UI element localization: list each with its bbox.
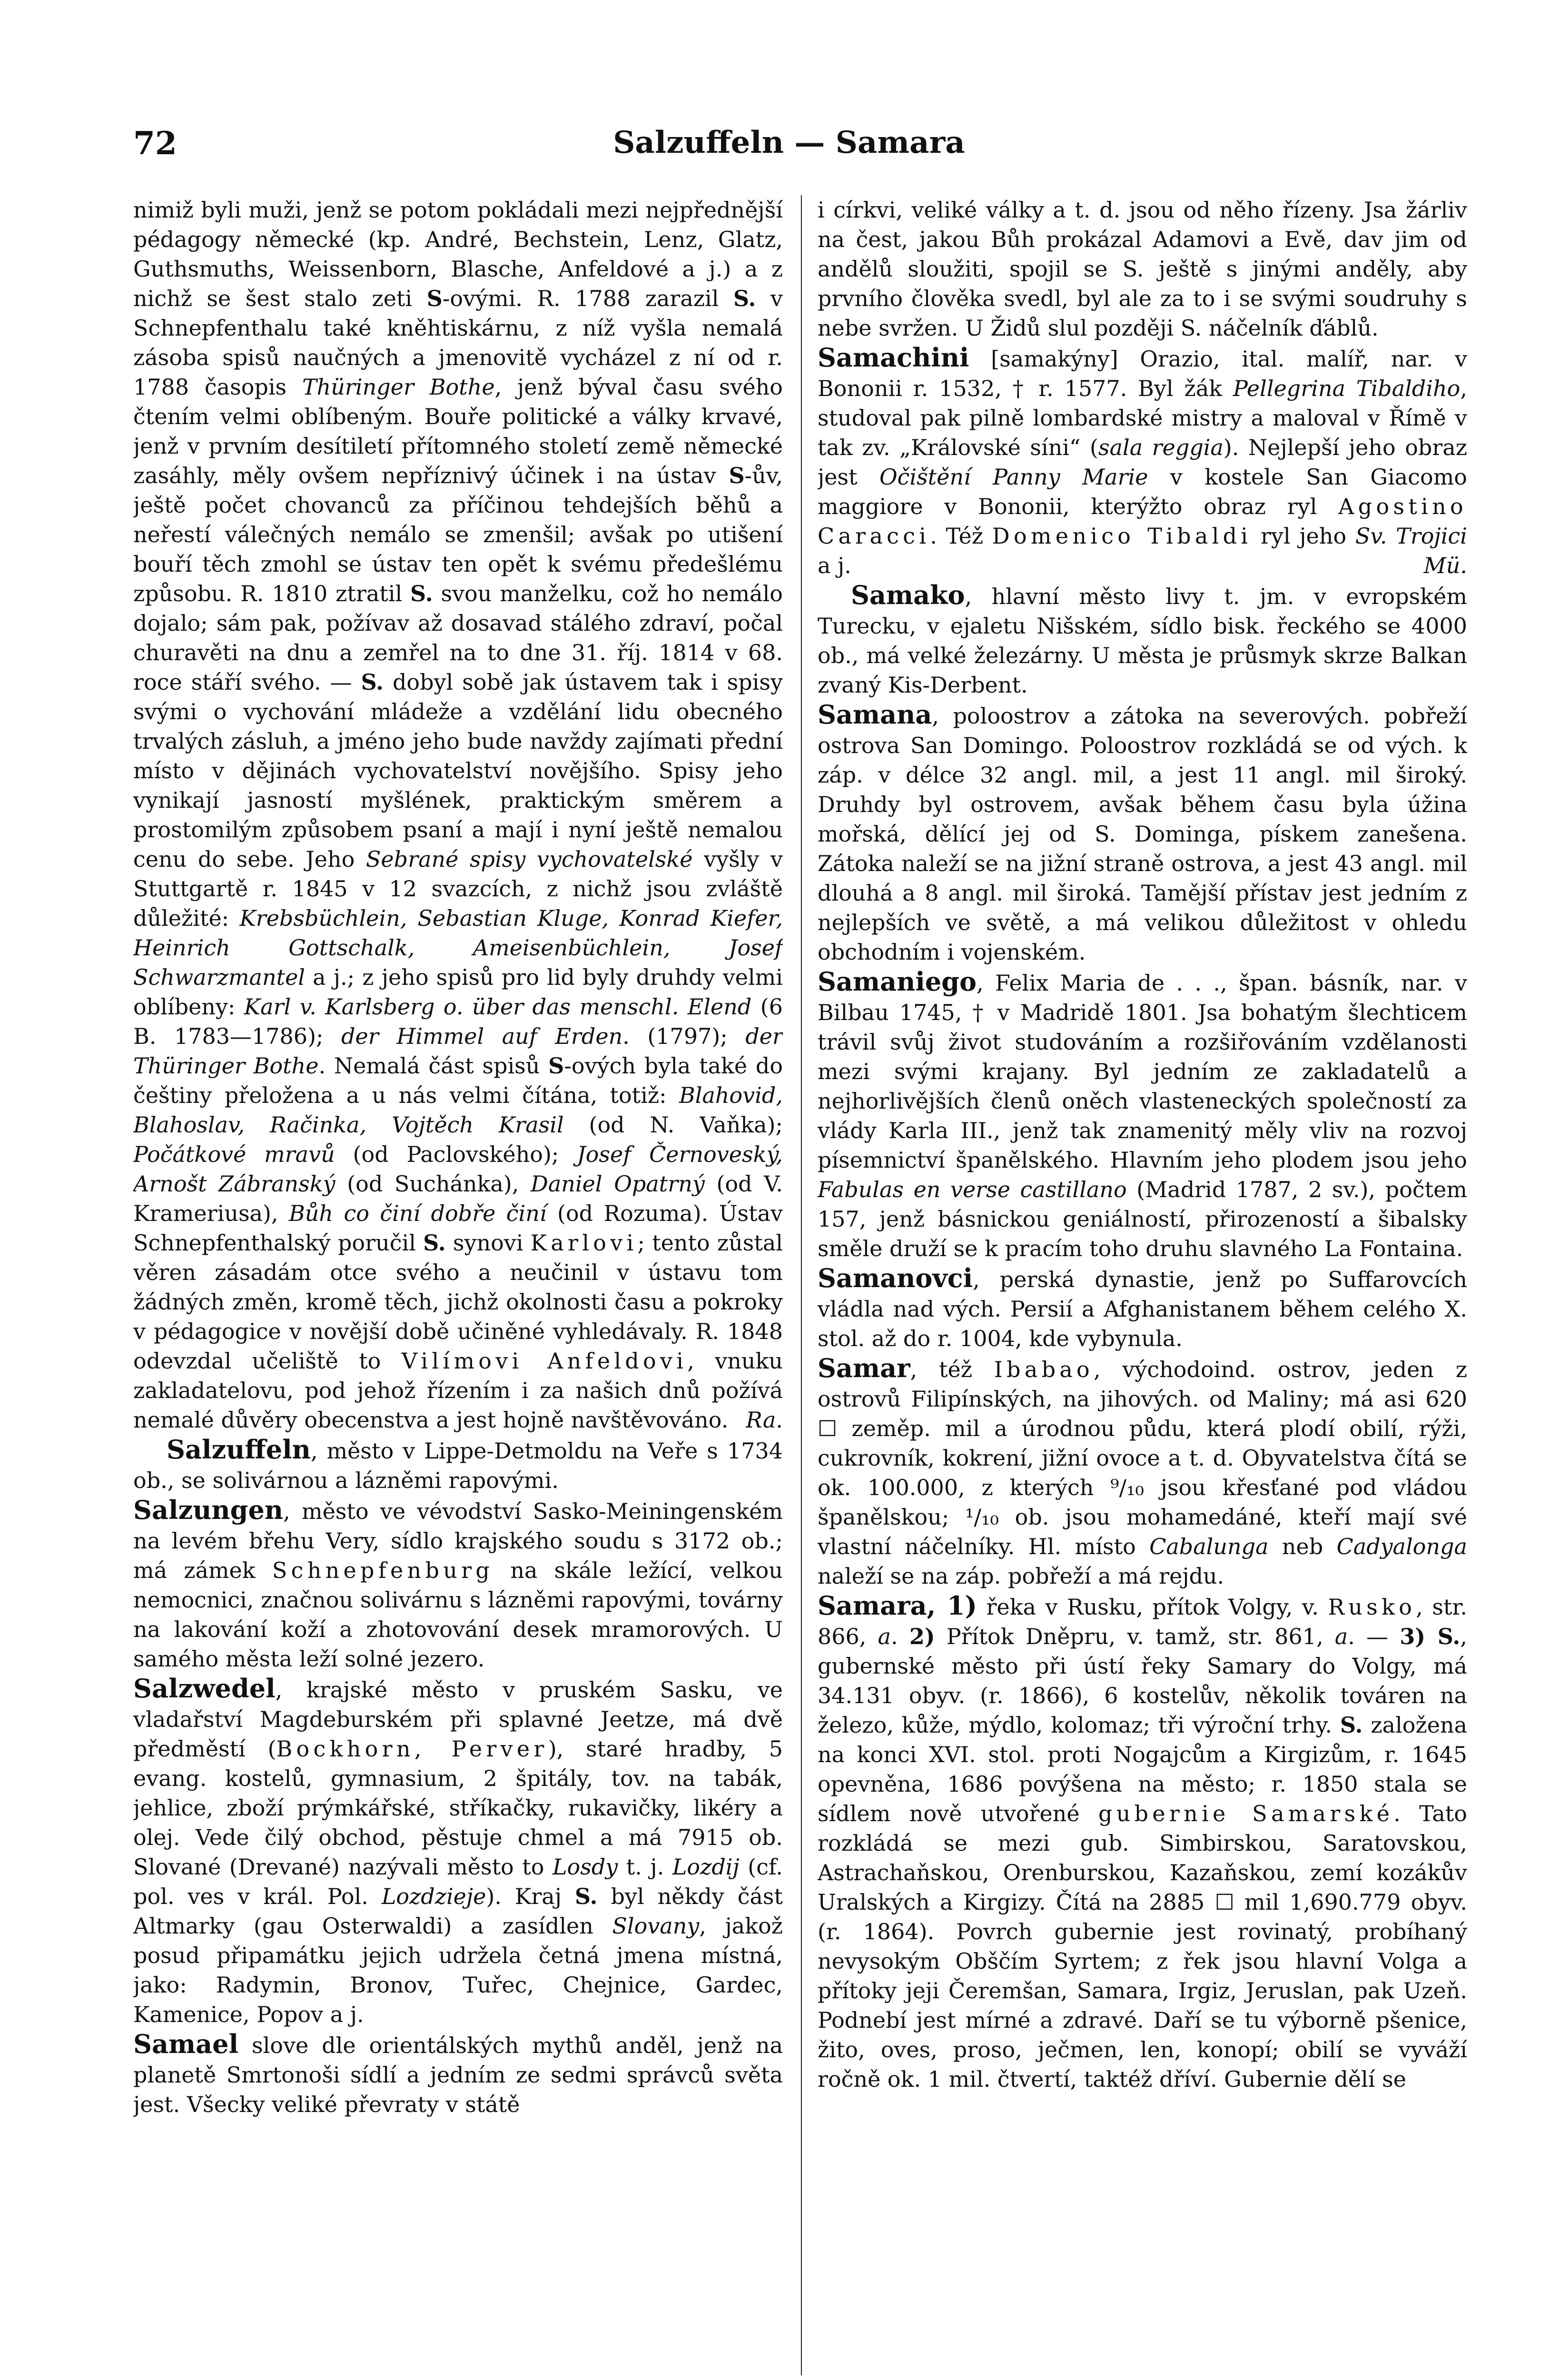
entry-samar: Samar, též Ibabao, východoind. ostrov, jeden z ostrovů Filipínských, na jihových. od Maliny; má asi 620 ☐ zeměp. mil a úrodnou půdu, která plodí obilí, rýži, cukrovník, kokrení, jižní ovoce a t. d. Obyvatelstva čítá se ok. 100.000, z kterých ⁹/₁₀ jsou křesťané pod vládou španělskou; ¹/₁₀ ob. jsou mohamedáné, kteří mají své vlastní náčelníky. Hl. místo Cabalunga neb Cadyalonga naleží se na záp. pobřeží a má rejdu. <box>818 1353 1467 1589</box>
entry-samaniego: Samaniego, Felix Maria de . . ., špan. básník, nar. v Bilbau 1745, † v Madridě 1801. Jsa bohatým šlechticem trávil svůj život studováním a rozšiřováním vzdělanosti mezi svými krajany. Byl jedním ze zakladatelů a nejhorlivějších členů oněch vlasteneckých společností za vlády Karla III., jenž tak znamenitý měly vliv na rozvoj písemnictví španělského. Hlavním jeho plodem jsou jeho Fabulas en verse castillano (Madrid 1787, 2 sv.), počtem 157, jenž básnickou geniálností, přirozeností a šibalsky směle druží se k pracím toho druhu slavného La Fontaina. <box>818 966 1467 1261</box>
page-header <box>133 125 1445 168</box>
paragraph-continuation: nimiž byli muži, jenž se potom pokládali mezi nejpřednější pédagogy německé (kp. André, Bechstein, Lenz, Glatz, Guthsmuths, Weissenborn, Blasche, Anfeldové a j.) a z nichž se šest stalo zeti S-ovými. R. 1788 zarazil S. v Schnepfenthalu také kněhtiskárnu, z níž vyšla nemalá zásoba spisů naučných a jmenovitě vycházel z ní od r. 1788 časopis Thüringer Bothe, jenž býval času svého čtením velmi oblíbeným. Bouře politické a války krvavé, jenž v prvním desítiletí přítomného století země německé zasáhly, měly ovšem nepříznivý účinek i na ústav S-ův, ještě počet chovanců za příčinou tehdejších běhů a neřestí válečných nemálo se zmenšil; avšak po utišení bouří těch zmohl se ústav ten opět k svému předešlému způsobu. R. 1810 ztratil S. svou manželku, což ho nemálo dojalo; sám pak, požívav až dosavad stálého zdraví, počal churavěti na dnu a zemřel na to dne 31. říj. 1814 v 68. roce stáří svého. — S. dobyl sobě jak ústavem tak i spisy svými o vychování mládeže a vzdělání lidu obecného trvalých zásluh, a jméno jeho bude navždy zajímati přední místo v dějinách vychovatelství novějšího. Spisy jeho vynikají jasností myšlének, praktickým směrem a prostomilým způsobem psaní a mají i nyní ještě nemalou cenu do sebe. Jeho Sebrané spisy vychovatelské vyšly v Stuttgartě r. 1845 v 12 svazcích, z nichž jsou zvláště důležité: Krebsbüchlein, Sebastian Kluge, Konrad Kiefer, Heinrich Gottschalk, Ameisenbüchlein, Josef Schwarzmantel a j.; z jeho spisů pro lid byly druhdy velmi oblíbeny: Karl v. Karlsberg o. über das menschl. Elend (6 B. 1783—1786); der Himmel auf Erden. (1797); der Thüringer Bothe. Nemalá část spisů S-ových byla také do češtiny přeložena a u nás velmi čítána, totiž: Blahovid, Blahoslav, Račinka, Vojtěch Krasil (od N. Vaňka); Počátkové mravů (od Paclovského); Josef Černoveský, Arnošt Zábranský (od Suchánka), Daniel Opatrný (od V. Krameriusa), Bůh co činí dobře činí (od Rozuma). Ústav Schnepfenthalský poručil S. synovi Karlovi; tento zůstal věren zásadám otce svého a neučinil v ústavu tom žádných změn, kromě těch, jichž okolnosti času a pokroky v pédagogice v novější době učiněné vyhledávaly. R. 1848 odevzdal učeliště to Vilímovi Anfeldovi, vnuku zakladatelovu, pod jehož řízením i za našich dnů požívá nemalé důvěry obecenstva a jest hojně navštěvováno. Ra. <box>133 195 783 1435</box>
page-number: 72 <box>133 125 177 162</box>
headword: Samael <box>133 2029 238 2059</box>
entry-salzuffeln: Salzuffeln, město v Lippe-Detmoldu na Veře s 1734 ob., se solivárnou a lázněmi rapovými. <box>133 1434 783 1493</box>
headword: Samar <box>818 1353 910 1383</box>
entry-samael-continuation: i církvi, veliké války a t. d. jsou od něho řízeny. Jsa žárliv na čest, jakou Bůh prokázal Adamovi a Evě, dav jim od andělů sloužiti, spojil se S. ještě s jinými anděly, aby prvního člověka svedl, byl ale za to i se svými soudruhy s nebe svržen. U Židů slul později S. náčelník ďáblů. <box>818 197 1467 341</box>
headword: Salzuffeln <box>167 1434 311 1465</box>
headword: Samaniego <box>818 966 977 997</box>
headword: Samako <box>851 580 965 610</box>
headword: Samanovci <box>818 1263 973 1293</box>
headword: Salzungen <box>133 1495 284 1525</box>
entry-samachini: Samachini [samakýny] Orazio, ital. malíř, nar. v Bononii r. 1532, † r. 1577. Byl žák Pellegrina Tibaldiho, studoval pak pilně lombardské mistry a maloval v Římě v tak zv. „Královské síni“ (sala reggia). Nejlepší jeho obraz jest Očištění Panny Marie v kostele San Giacomo maggiore v Bononii, kterýžto obraz ryl Agostino Caracci. Též Domenico Tibaldi ryl jeho Sv. Trojici a j. Mü. <box>818 343 1467 580</box>
entry-salzwedel: Salzwedel, krajské město v pruském Sasku, ve vladařství Magdeburském při splavné Jeetze, má dvě předměstí (Bockhorn, Perver), staré hradby, 5 evang. kostelů, gymnasium, 2 špitály, tov. na tabák, jehlice, zboží prýmkářské, stříkačky, rukavičky, likéry a olej. Vede čilý obchod, pěstuje chmel a má 7915 ob. Slované (Drevané) nazývali město to Losdy t. j. Lozdij (cf. pol. ves v král. Pol. Lozdzieje). Kraj S. byl někdy část Altmarky (gau Osterwaldi) a zasídlen Slovany, jakož posud připamátku jejich udržela četná jmena místná, jako: Radymin, Bronov, Tuřec, Chejnice, Gardec, Kamenice, Popov a j. <box>133 1673 783 2027</box>
left-column <box>133 195 783 2380</box>
headword: Samara, 1) <box>818 1590 977 1621</box>
entry-samako: Samako, hlavní město livy t. jm. v evropském Turecku, v ejaletu Nišském, sídlo bisk. řeckého se 4000 ob., má velké železárny. U města je průsmyk skrze Balkan zvaný Kis-Derbent. <box>818 580 1467 698</box>
column-divider <box>801 195 802 2375</box>
entry-salzungen: Salzungen, město ve vévodství Sasko-Meiningenském na levém břehu Very, sídlo krajského soudu s 3172 ob.; má zámek Schnepfenburg na skále ležící, velkou nemocnici, značnou solivárnu s lázněmi rapovými, továrny na lakování koží a zhotovování desek mramorových. U samého města leží solné jezero. <box>133 1495 783 1672</box>
entry-samanovci: Samanovci, perská dynastie, jenž po Suffarovcích vládla nad vých. Persií a Afghanistanem během celého X. stol. až do r. 1004, kde vybynula. <box>818 1263 1467 1351</box>
author-signature: Ra. <box>746 1407 783 1433</box>
headword: Samana <box>818 699 932 730</box>
entry-samana: Samana, poloostrov a zátoka na severových. pobřeží ostrova San Domingo. Poloostrov rozkládá se od vých. k záp. v délce 32 angl. mil, a jest 11 angl. mil široký. Druhdy byl ostrovem, avšak během času byla úžina mořská, dělící jej od S. Dominga, pískem zanešena. Zátoka naleží se na jižní straně ostrova, a jest 43 angl. mil dlouhá a 8 angl. mil široká. Tamější přístav jest jedním z nejlepších ve světě, a má velikou důležitost v ohledu obchodním i vojenském. <box>818 699 1467 965</box>
running-title: Salzuffeln — Samara <box>613 125 965 160</box>
headword: Samachini <box>818 342 969 373</box>
right-column <box>818 195 1467 2380</box>
headword: Salzwedel <box>133 1673 276 1704</box>
entry-samara: Samara, 1) řeka v Rusku, přítok Volgy, v. Rusko, str. 866, a. 2) Přítok Dněpru, v. tamž, str. 861, a. — 3) S., gubernské město při ústí řeky Samary do Volgy, má 34.131 obyv. (r. 1866), 6 kostelův, několik továren na železo, kůže, mýdlo, kolomaz; tři výroční trhy. S. založena na konci XVI. stol. proti Nogajcům a Kirgizům, r. 1645 opevněna, 1686 povýšena na město; r. 1850 stala se sídlem nově utvořené gubernie Samarské. Tato rozkládá se mezi gub. Simbirskou, Saratovskou, Astrachaňskou, Orenburskou, Kazaňskou, zemí kozákův Uralských a Kirgizy. Čítá na 2885 ☐ mil 1,690.779 obyv. (r. 1864). Povrch gubernie jest rovinatý, probíhaný nevysokým Obščím Syrtem; z řek jsou hlavní Volga a přítoky jeji Čeremšan, Samara, Irgiz, Jeruslan, pak Uzeň. Podnebí jest mírné a zdravé. Daří se tu výborně pšenice, žito, oves, proso, ječmen, len, konopí; obilí se vyváží ročně ok. 1 mil. čtvertí, taktéž dříví. Gubernie dělí se <box>818 1590 1467 2092</box>
author-signature: Mü. <box>1423 553 1467 578</box>
entry-samael: Samael slove dle orientálských mythů anděl, jenž na planetě Smrtonoši sídlí a jedním ze sedmi správců světa jest. Všecky veliké převraty v státě <box>133 2029 783 2117</box>
